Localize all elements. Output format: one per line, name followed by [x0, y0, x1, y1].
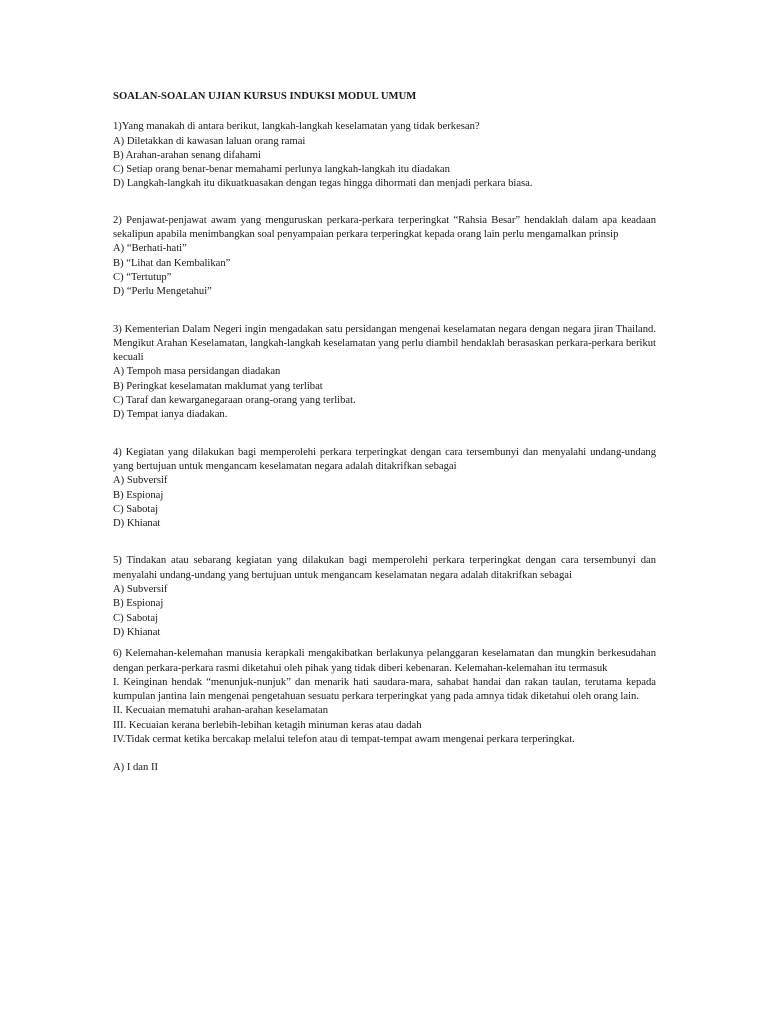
question-2-option-c: C) “Tertutup” — [113, 271, 172, 283]
document-page — [113, 90, 656, 776]
question-1-option-b: B) Arahan-arahan senang difahami — [113, 149, 261, 161]
question-3-option-c: C) Taraf dan kewarganegaraan orang-orang yang terlibat. — [113, 395, 356, 407]
question-3 — [113, 323, 656, 423]
question-2-option-b: B) “Lihat dan Kembalikan” — [113, 257, 231, 269]
question-5-text: 5) Tindakan atau sebarang kegiatan yang dilakukan bagi memperolehi perkara terperingkat dengan cara tersembunyi dan menyalahi undang-undang yang bertujuan untuk mengancam keselamatan negara adalah ditakrifkan sebagai — [113, 555, 656, 581]
question-4-option-c: C) Sabotaj — [113, 503, 159, 515]
question-5 — [113, 554, 656, 640]
question-5-option-a: A) Subversif — [113, 584, 168, 596]
question-6-statement-i: I. Keinginan hendak “menunjuk-nunjuk” dan menarik hati saudara-mara, sahabat handai dan rakan taulan, terutama kepada kumpulan jantina lain mengenai pengetahuan sesuatu perkara terperingkat yang pada amnya tidak diketahui oleh orang lain. — [113, 676, 656, 703]
question-5-option-c: C) Sabotaj — [113, 612, 159, 624]
question-2-option-a: A) “Berhati-hati” — [113, 243, 187, 255]
question-6-statement-iv: IV.Tidak cermat ketika bercakap melalui telefon atau di tempat-tempat awam mengenai perkara terperingkat. — [113, 733, 575, 745]
question-3-option-b: B) Peringkat keselamatan maklumat yang terlibat — [113, 380, 323, 392]
question-5-option-d: D) Khianat — [113, 626, 161, 638]
question-1 — [113, 120, 656, 191]
question-6-option-a: A) I dan II — [113, 762, 159, 774]
question-2-text: 2) Penjawat-penjawat awam yang menguruskan perkara-perkara terperingkat “Rahsia Besar” hendaklah dalam apa keadaan sekalipun apabila menimbangkan soal penyampaian perkara terperingkat kepada orang lain perlu mengamalkan prinsip — [113, 214, 656, 241]
question-1-option-c: C) Setiap orang benar-benar memahami perlunya langkah-langkah itu diadakan — [113, 164, 450, 176]
question-6 — [113, 647, 656, 775]
question-3-option-d: D) Tempat ianya diadakan. — [113, 409, 228, 421]
question-5-option-b: B) Espionaj — [113, 598, 164, 610]
question-3-text: 3) Kementerian Dalam Negeri ingin mengadakan satu persidangan mengenai keselamatan negara dengan negara jiran Thailand. Mengikut Arahan Keselamatan, langkah-langkah keselamatan yang perlu diambil hendaklah berasaskan perkara-perkara berikut kecuali — [113, 323, 657, 364]
question-4 — [113, 446, 656, 532]
question-6-text: 6) Kelemahan-kelemahan manusia kerapkali mengakibatkan berlakunya pelanggaran keselamatan dan mungkin berkesudahan dengan perkara-perkara rasmi diketahui oleh pihak yang tidak diberi kebenaran. Kelemahan-kelemahan itu termasuk — [113, 648, 656, 674]
question-6-statement-ii: II. Kecuaian mematuhi arahan-arahan keselamatan — [113, 705, 328, 717]
question-1-option-a: A) Diletakkan di kawasan laluan orang ramai — [113, 135, 306, 147]
question-4-option-a: A) Subversif — [113, 475, 168, 487]
question-2-option-d: D) “Perlu Mengetahui” — [113, 286, 212, 298]
question-1-option-d: D) Langkah-langkah itu dikuatkuasakan dengan tegas hingga dihormati dan menjadi perkara biasa. — [113, 178, 533, 190]
question-3-option-a: A) Tempoh masa persidangan diadakan — [113, 366, 281, 378]
question-4-option-b: B) Espionaj — [113, 489, 164, 501]
question-6-statement-iii: III. Kecuaian kerana berlebih-lebihan ketagih minuman keras atau dadah — [113, 719, 422, 731]
question-1-text: 1)Yang manakah di antara berikut, langkah-langkah keselamatan yang tidak berkesan? — [113, 121, 480, 133]
question-2 — [113, 214, 656, 300]
document-title: SOALAN-SOALAN UJIAN KURSUS INDUKSI MODUL UMUM — [113, 91, 417, 102]
question-4-option-d: D) Khianat — [113, 518, 161, 530]
question-6-options — [113, 761, 656, 775]
question-4-text: 4) Kegiatan yang dilakukan bagi memperolehi perkara terperingkat dengan cara tersembunyi dan menyalahi undang-undang yang bertujuan untuk mengancam keselamatan negara adalah ditakrifkan sebagai — [113, 446, 656, 472]
